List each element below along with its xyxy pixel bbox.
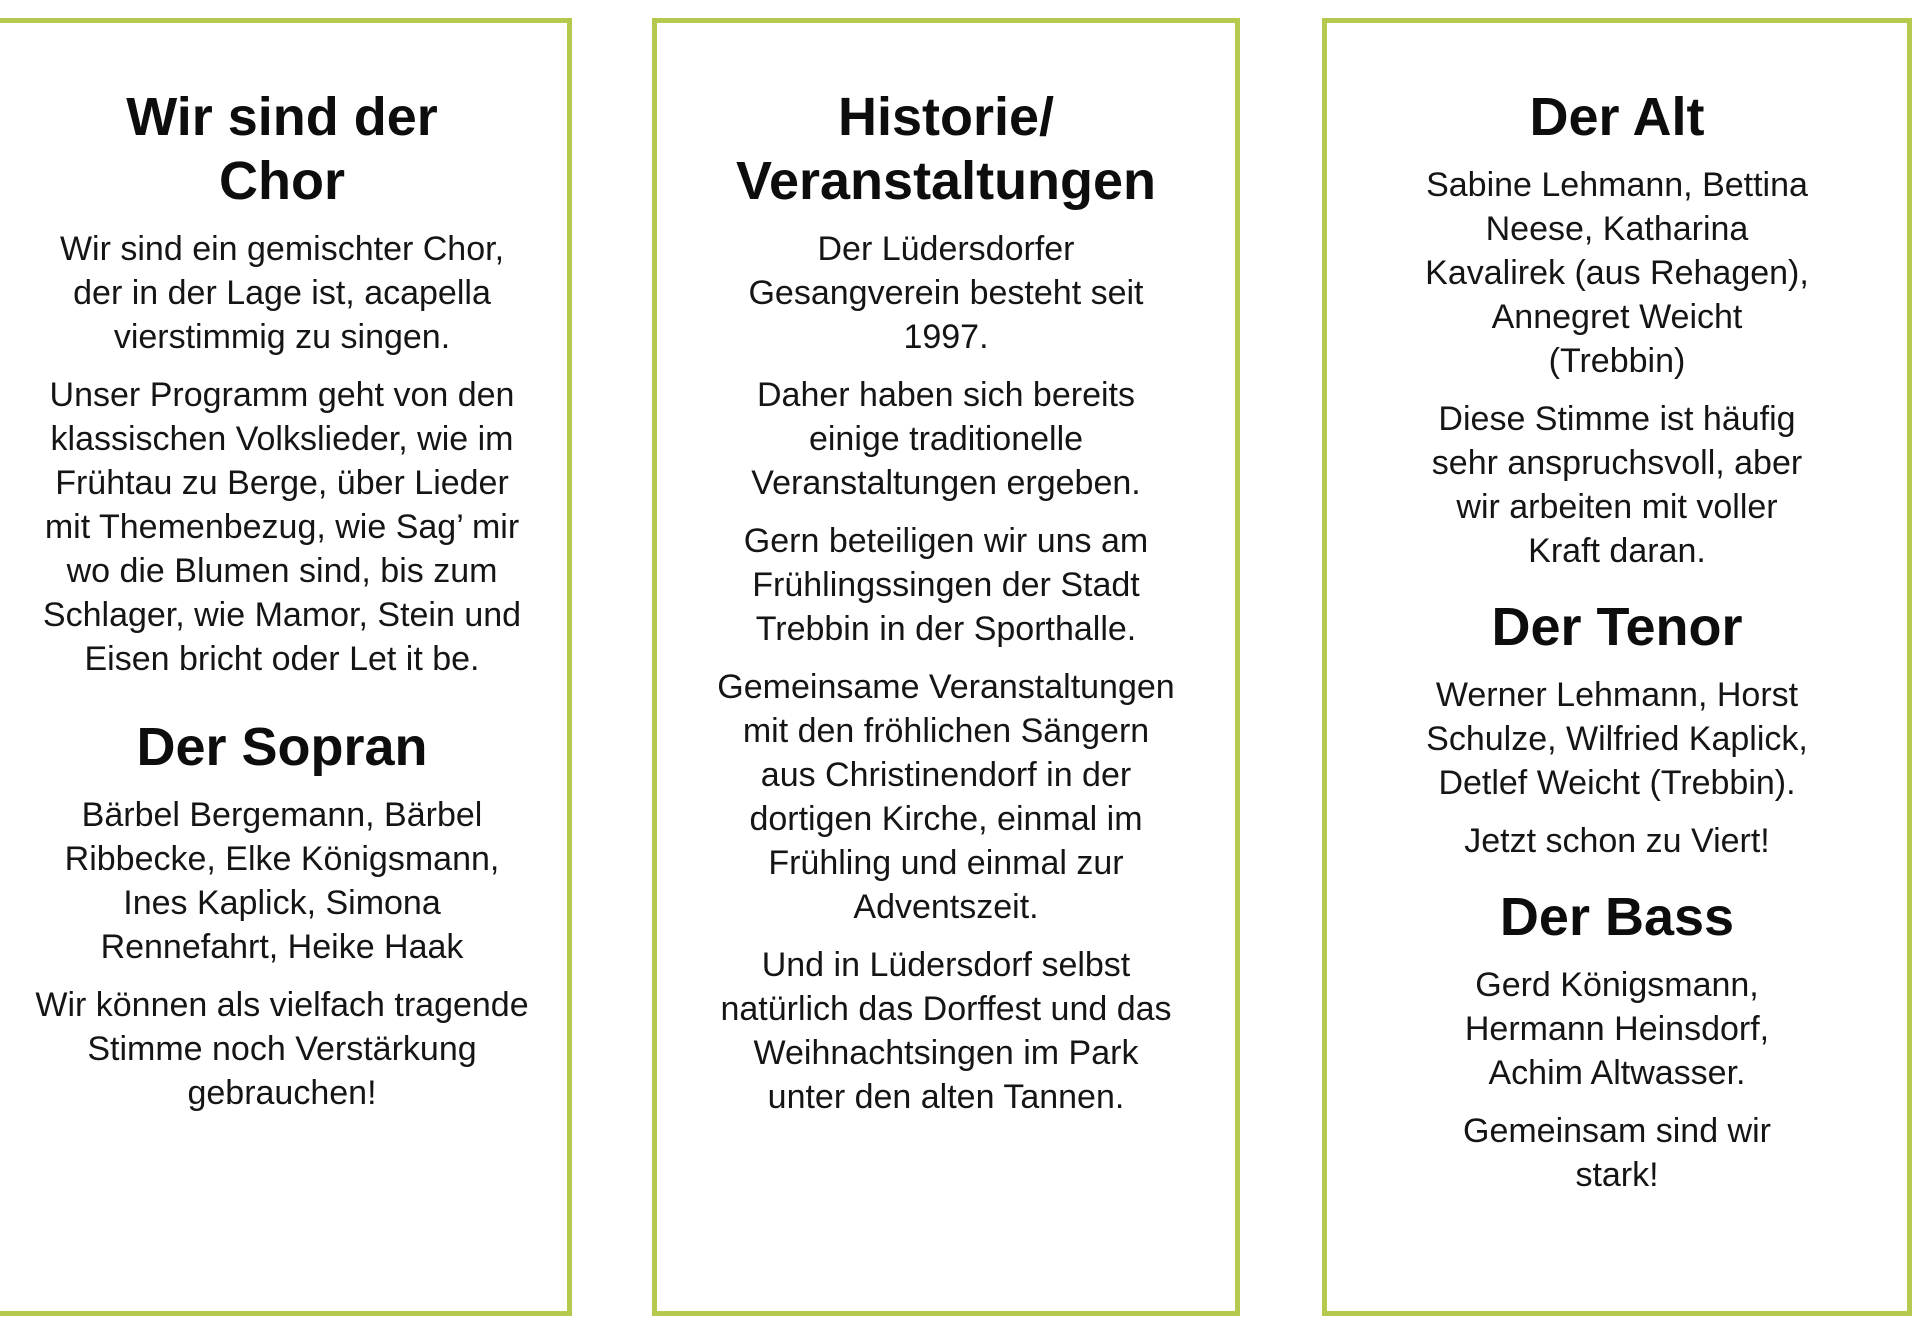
text-line: einige traditionelle <box>808 420 1084 458</box>
local-events-paragraph <box>675 943 1217 1119</box>
text-line: Bärbel Bergemann, Bärbel <box>81 796 483 834</box>
text-line: Und in Lüdersdorf selbst <box>761 946 1131 984</box>
text-line: Kavalirek (aus Rehagen), <box>1425 254 1809 292</box>
bass-members <box>1347 963 1887 1095</box>
historie-title-line: Veranstaltungen <box>735 151 1157 211</box>
text-line: (Trebbin) <box>1548 342 1686 380</box>
text-line: Diese Stimme ist häufig <box>1438 400 1796 438</box>
text-line: gebrauchen! <box>187 1074 377 1112</box>
founding-paragraph <box>675 227 1217 359</box>
spacer <box>1347 659 1887 673</box>
tenor-note: Jetzt schon zu Viert! <box>1464 822 1770 860</box>
historie-title-line: Historie/ <box>837 87 1055 147</box>
text-line: sehr anspruchsvoll, aber <box>1431 444 1803 482</box>
text-line: Frühtau zu Berge, über Lieder <box>55 464 509 502</box>
text-line: stark! <box>1575 1156 1659 1194</box>
spacer <box>1347 805 1887 819</box>
text-line: Annegret Weicht <box>1491 298 1743 336</box>
text-line: aus Christinendorf in der <box>760 756 1132 794</box>
spacer <box>1347 149 1887 163</box>
chor-title <box>1 85 563 213</box>
text-line: Gerd Königsmann, <box>1475 966 1759 1004</box>
spacer <box>1347 863 1887 885</box>
text-line: Hermann Heinsdorf, <box>1464 1010 1770 1048</box>
text-line: Neese, Katharina <box>1485 210 1749 248</box>
sopran-heading: Der Sopran <box>136 717 428 777</box>
text-line: Weihnachtsingen im Park <box>753 1034 1139 1072</box>
alt-members <box>1347 163 1887 383</box>
alt-heading: Der Alt <box>1529 87 1705 147</box>
text-line: klassischen Volkslieder, wie im <box>50 420 514 458</box>
text-line: Gesangverein besteht seit <box>748 274 1144 312</box>
spacer <box>1 969 563 983</box>
text-line: Gemeinsam sind wir <box>1463 1112 1771 1150</box>
alt-note <box>1347 397 1887 573</box>
spacer <box>1 359 563 373</box>
text-line: Wir können als vielfach tragende <box>35 986 529 1024</box>
panel-stimmen-content <box>1327 85 1907 1197</box>
text-line: der in der Lage ist, acapella <box>73 274 491 312</box>
chor-title-line: Chor <box>219 151 345 211</box>
spacer <box>675 505 1217 519</box>
text-line: Wir sind ein gemischter Chor, <box>59 230 505 268</box>
bass-note <box>1347 1109 1887 1197</box>
text-line: Frühling und einmal zur <box>768 844 1124 882</box>
text-line: Schulze, Wilfried Kaplick, <box>1426 720 1808 758</box>
text-line: Rennefahrt, Heike Haak <box>100 928 464 966</box>
spring-paragraph <box>675 519 1217 651</box>
bass-heading: Der Bass <box>1499 887 1735 947</box>
text-line: Adventszeit. <box>853 888 1039 926</box>
text-line: Gemeinsame Veranstaltungen <box>717 668 1175 706</box>
spacer <box>1 779 563 793</box>
text-line: Veranstaltungen ergeben. <box>751 464 1141 502</box>
panel-chor-content <box>0 85 567 1115</box>
spacer <box>1347 573 1887 595</box>
text-line: mit Themenbezug, wie Sag’ mir <box>44 508 520 546</box>
spacer <box>1347 1095 1887 1109</box>
text-line: mit den fröhlichen Sängern <box>742 712 1150 750</box>
text-line: 1997. <box>903 318 989 356</box>
sopran-members <box>1 793 563 969</box>
joint-events-paragraph <box>675 665 1217 929</box>
text-line: Sabine Lehmann, Bettina <box>1426 166 1808 204</box>
text-line: Ribbecke, Elke Königsmann, <box>64 840 500 878</box>
spacer <box>675 213 1217 227</box>
panel-chor <box>0 18 572 1316</box>
text-line: Achim Altwasser. <box>1488 1054 1746 1092</box>
spacer <box>1 213 563 227</box>
spacer <box>1 681 563 715</box>
panel-historie-content <box>657 85 1235 1119</box>
chor-program-paragraph <box>1 373 563 681</box>
tenor-heading: Der Tenor <box>1491 597 1743 657</box>
text-line: Kraft daran. <box>1528 532 1706 570</box>
text-line: Unser Programm geht von den <box>49 376 515 414</box>
text-line: Frühlingssingen der Stadt <box>752 566 1140 604</box>
text-line: Der Lüdersdorfer <box>817 230 1075 268</box>
chor-title-line: Wir sind der <box>126 87 438 147</box>
text-line: Stimme noch Verstärkung <box>87 1030 477 1068</box>
text-line: wir arbeiten mit voller <box>1456 488 1778 526</box>
tenor-members <box>1347 673 1887 805</box>
historie-title <box>675 85 1217 213</box>
traditions-paragraph <box>675 373 1217 505</box>
spacer <box>1347 949 1887 963</box>
spacer <box>675 651 1217 665</box>
text-line: Ines Kaplick, Simona <box>123 884 441 922</box>
spacer <box>675 929 1217 943</box>
text-line: Werner Lehmann, Horst <box>1435 676 1799 714</box>
chor-intro-paragraph <box>1 227 563 359</box>
text-line: Daher haben sich bereits <box>756 376 1135 414</box>
text-line: unter den alten Tannen. <box>767 1078 1125 1116</box>
sopran-note <box>1 983 563 1115</box>
panel-historie <box>652 18 1240 1316</box>
text-line: Detlef Weicht (Trebbin). <box>1438 764 1796 802</box>
text-line: wo die Blumen sind, bis zum <box>66 552 498 590</box>
text-line: Eisen bricht oder Let it be. <box>84 640 480 678</box>
spacer <box>1347 383 1887 397</box>
text-line: Schlager, wie Mamor, Stein und <box>42 596 522 634</box>
text-line: vierstimmig zu singen. <box>113 318 451 356</box>
text-line: Trebbin in der Sporthalle. <box>755 610 1137 648</box>
spacer <box>675 359 1217 373</box>
panel-stimmen <box>1322 18 1912 1316</box>
text-line: dortigen Kirche, einmal im <box>749 800 1143 838</box>
text-line: natürlich das Dorffest und das <box>720 990 1172 1028</box>
text-line: Gern beteiligen wir uns am <box>743 522 1149 560</box>
